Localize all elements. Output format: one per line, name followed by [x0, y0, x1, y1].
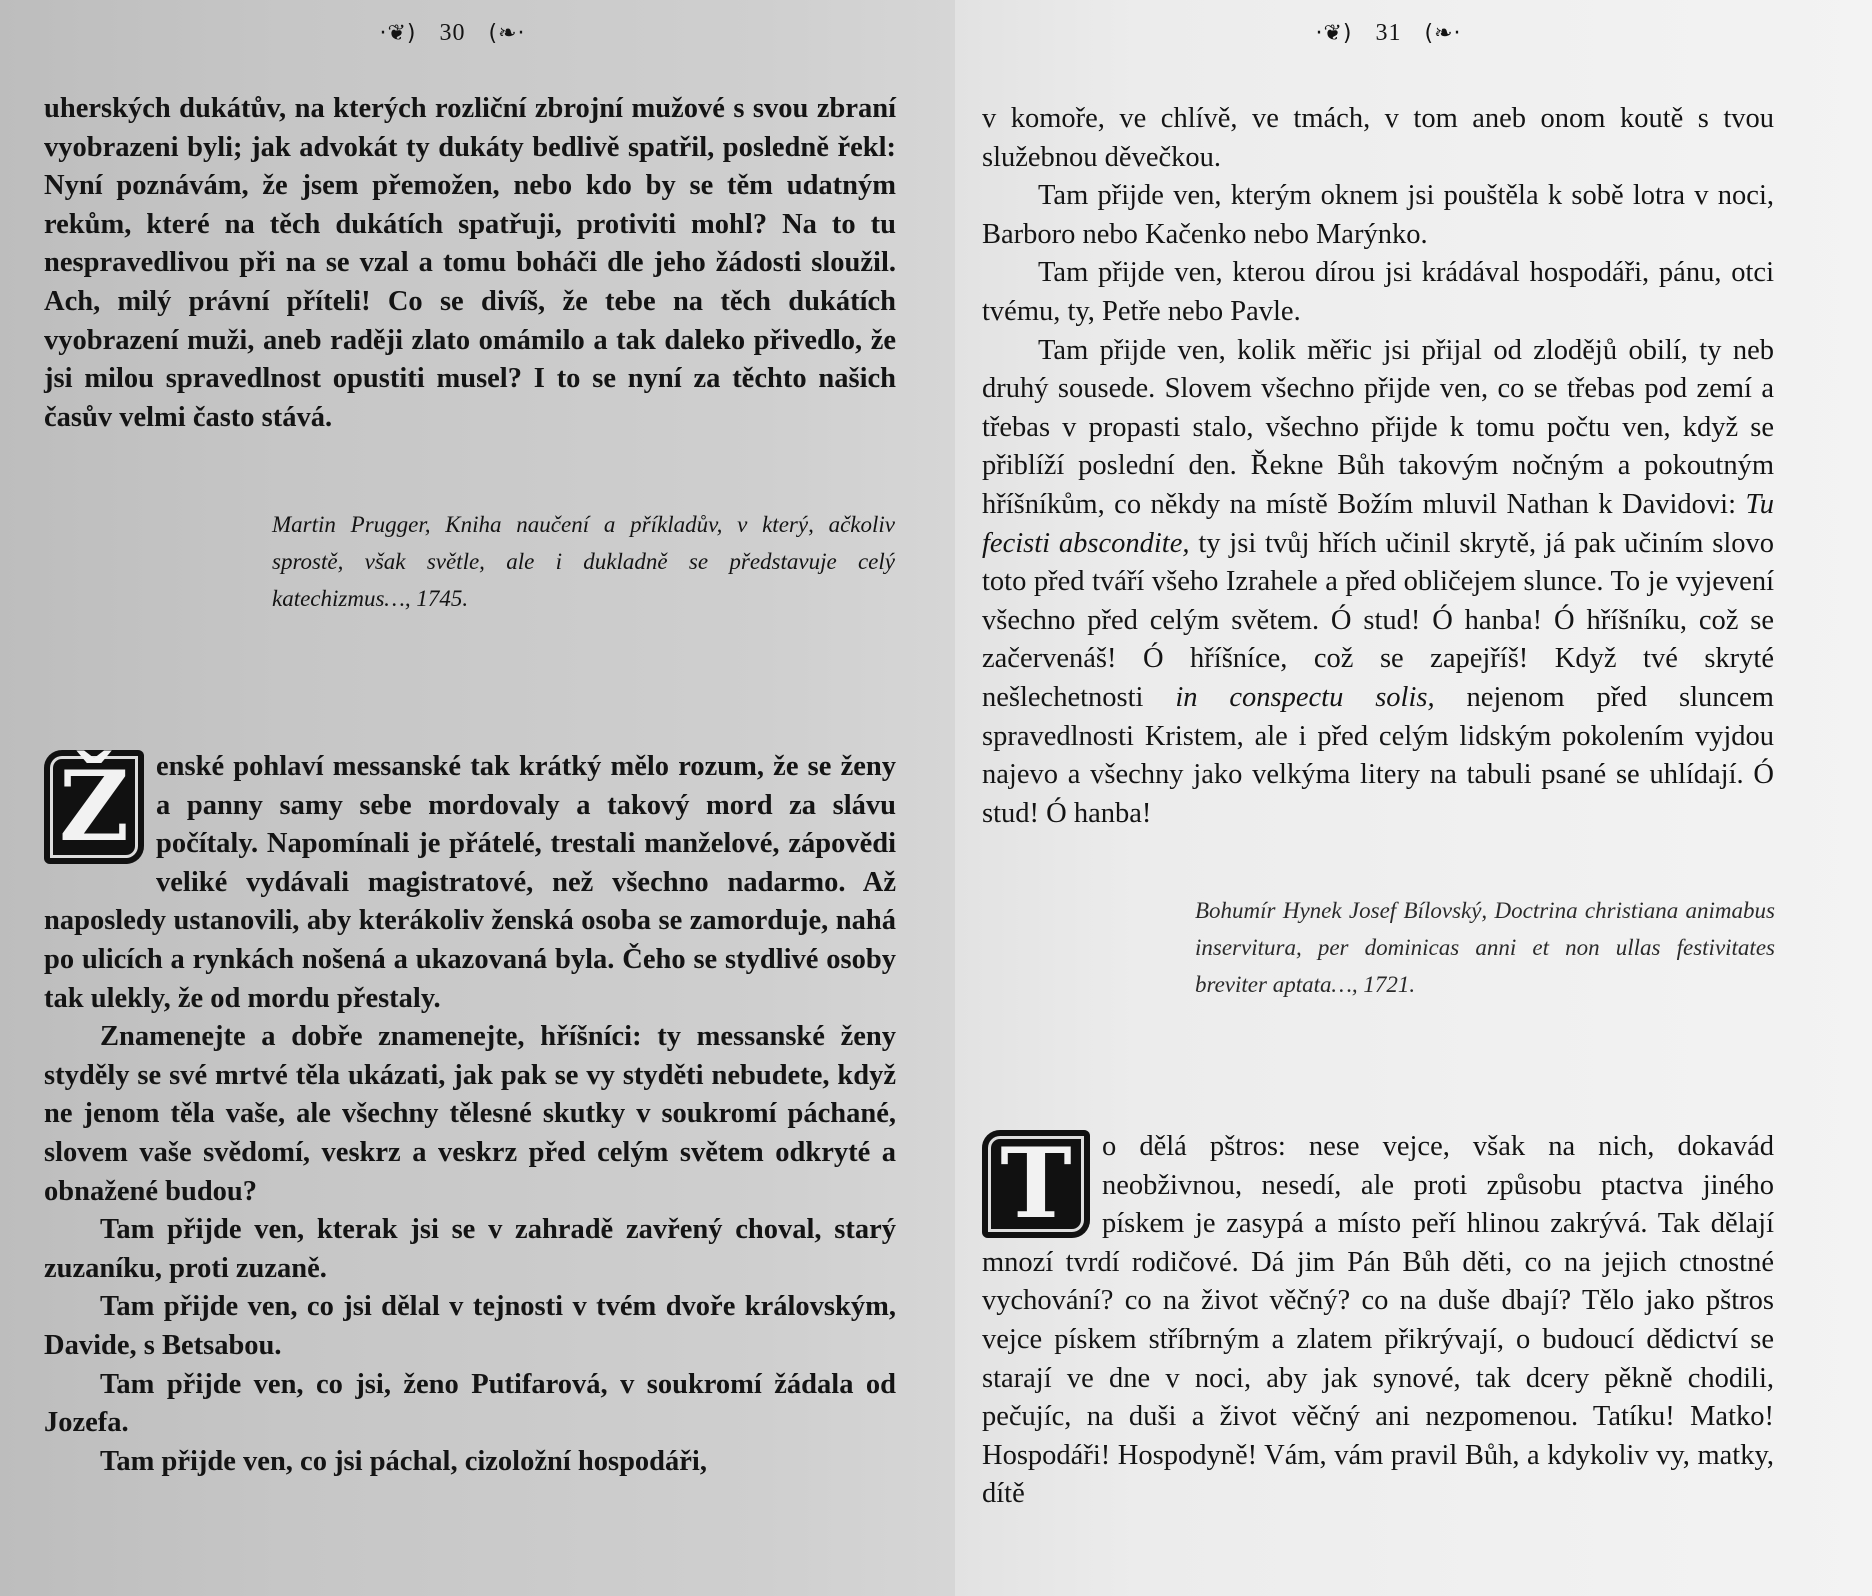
paragraph: Znamenejte a dobře znamenejte, hříšníci: ty messanské ženy styděly se své mrtvé těla ukázati, jak pak se vy styděti nebudete, když ne jenom těla vaše, ale všechny tělesné skutky v soukromí páchané, slovem vaše svědomí, veskrz a veskrz před celým světem odkryté a obnažené budou?	[44, 1021, 896, 1207]
paragraph: Tam přijde ven, kolik měřic jsi přijal od zlodějů obilí, ty neb druhý sousede. Slovem všechno přijde ven, co se třebas pod zemí a třebas v propasti stalo, všechno přijde k tomu počtu ven, když se přiblíží poslední den. Řekne Bůh takovým nočným a pokoutným hříšníkům, co někdy na místě Božím mluvil Nathan k Davidovi: Tu fecisti abscondite, ty jsi tvůj hřích učinil skrytě, já pak učiním slovo toto před tváří všeho Izrahele a před obličejem slunce. To je vyjevení všechno před celým světem. Ó stud! Ó hanba! Ó hříšníku, což se začervenáš! Ó hříšníce, což se zapejříš! Když tvé skryté nešlechetnosti in conspectu solis, nejenom před sluncem spravedlnosti Kristem, ale i před celým lidským pokolením vyjdou najevo a všechny jako velkýma litery na tabuli psané se uhlídají. Ó stud! Ó hanba!	[982, 334, 1774, 829]
paragraph: v komoře, ve chlívě, ve tmách, v tom aneb onom koutě s tvou služebnou děvečkou.	[982, 103, 1774, 173]
drop-cap: Ž	[44, 750, 144, 864]
ornament-left-icon: ·❦)	[1315, 21, 1353, 46]
right-text-block-1	[982, 100, 1774, 833]
paragraph: enské pohlaví messanské tak krátký mělo rozum, že se ženy a panny samy sebe mordovaly a takový mord za slávu počítaly. Napomínali je přátelé, trestali manželové, zápovědi veliké vydávali magistratové, než všechno nadarmo. Až naposledy ustanovili, aby kterákoliv ženská osoba se zamorduje, nahá po ulicích a rynkách nošená a ukazovaná byla. Čeho se stydlivé osoby tak ulekly, že od mordu přestaly.	[44, 751, 896, 1014]
latin-phrase: Tu fecisti abscondite,	[982, 488, 1774, 559]
citation: Martin Prugger, Kniha naučení a příkladův, v který, ačkoliv sprostě, však světle, ale i dukladně se představuje celý katechizmus…, 1745.	[272, 512, 895, 611]
left-text-block-1	[44, 90, 896, 437]
paragraph: Tam přijde ven, kterak jsi se v zahradě zavřený choval, starý zuzaníku, proti zuzaně.	[44, 1214, 896, 1284]
ornament-right-icon: (❧·	[488, 21, 526, 46]
ornament-left-icon: ·❦)	[379, 21, 417, 46]
paragraph: Tam přijde ven, kterou dírou jsi krádával hospodáři, pánu, otci tvému, ty, Petře nebo Pavle.	[982, 257, 1774, 327]
citation: Bohumír Hynek Josef Bílovský, Doctrina christiana animabus inservitura, per dominicas anni et non ullas festivitates breviter aptata…, 1721.	[1195, 898, 1775, 997]
paragraph: o dělá pštros: nese vejce, však na nich, dokavád neobživnou, nesedí, ale proti způsobu ptactva jiného pískem je zasypá a místo peří hlinou zakrývá. Tak dělají mnozí tvrdí rodičové. Dá jim Pán Bůh děti, co na jejich ctnostné vychování? co na život věčný? co na duše dbají? Tělo jako pštros vejce pískem stříbrným a zlatem přikrývají, o budoucí dědictví se starají ve dne v noci, aby jak synové, tak dcery pěkně chodili, pečujíc, na duši a život věčný ani nezpomenou. Tatíku! Matko! Hospodáři! Hospodyně! Vám, vám pravil Bůh, a kdykoliv vy, matky, dítě	[982, 1131, 1774, 1510]
paragraph: Tam přijde ven, co jsi, ženo Putifarová, v soukromí žádala od Jozefa.	[44, 1368, 896, 1439]
page-number: 31	[1375, 20, 1402, 46]
right-text-block-2	[982, 1128, 1774, 1514]
latin-phrase: in conspectu solis,	[1175, 681, 1435, 713]
drop-cap: T	[982, 1130, 1090, 1238]
right-page	[955, 0, 1872, 1596]
ornament-right-icon: (❧·	[1424, 21, 1462, 46]
paragraph: Tam přijde ven, kterým oknem jsi pouštěla k sobě lotra v noci, Barboro nebo Kačenko nebo Marýnko.	[982, 180, 1774, 250]
page-number: 30	[439, 20, 466, 46]
left-text-block-2	[44, 748, 896, 1481]
paragraph: uherských dukátův, na kterých rozliční zbrojní mužové s svou zbraní vyobrazeni byli; jak advokát ty dukáty bedlivě spatřil, posledně řekl: Nyní poznávám, že jsem přemožen, nebo kdo by se těm udatným rekům, které na těch dukátích spatřuji, protiviti mohl? Na to tu nespravedlivou při na se vzal a tomu boháči dle jeho žádosti sloužil. Ach, milý právní příteli! Co se divíš, že tebe na těch dukátích vyobrazení muži, aneb raději zlato omámilo a tak daleko přivedlo, že jsi milou spravedlnost opustiti musel? I to se nyní za těchto našich časův velmi často stává.	[44, 93, 896, 433]
left-page-header	[10, 20, 895, 47]
paragraph: Tam přijde ven, co jsi páchal, cizoložní hospodáři,	[100, 1445, 707, 1477]
paragraph: Tam přijde ven, co jsi dělal v tejnosti v tvém dvoře královským, Davide, s Betsabou.	[44, 1291, 896, 1361]
right-page-header	[985, 20, 1792, 47]
